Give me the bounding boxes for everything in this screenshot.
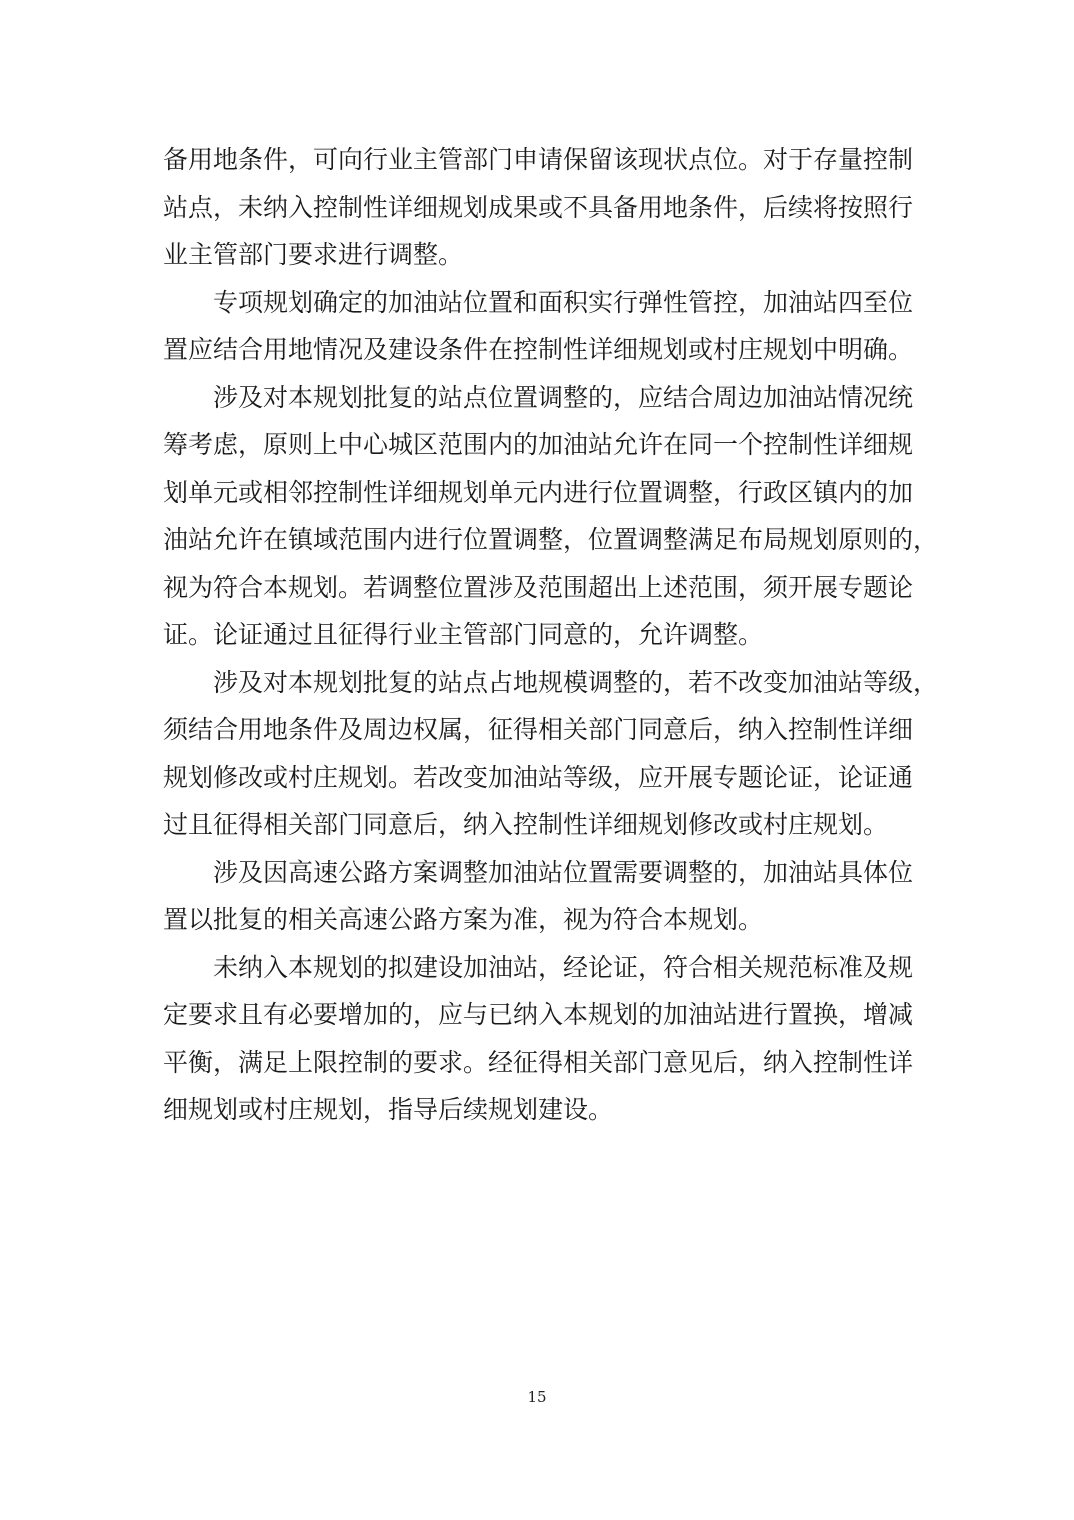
paragraph-line: 须结合用地条件及周边权属，征得相关部门同意后，纳入控制性详细: [163, 715, 914, 744]
body-text: [163, 136, 939, 1134]
paragraph-line: 备用地条件，可向行业主管部门申请保留该现状点位。对于存量控制: [163, 145, 914, 174]
paragraph-line: 证。论证通过且征得行业主管部门同意的，允许调整。: [163, 620, 764, 649]
paragraph-line: 细规划或村庄规划，指导后续规划建设。: [163, 1095, 614, 1124]
paragraph-line: 划单元或相邻控制性详细规划单元内进行位置调整，行政区镇内的加: [163, 477, 914, 507]
paragraph-line: 定要求且有必要增加的，应与已纳入本规划的加油站进行置换，增减: [163, 1000, 914, 1029]
paragraph-2: [163, 279, 915, 374]
paragraph-line: 专项规划确定的加油站位置和面积实行弹性管控，加油站四至位: [213, 287, 914, 317]
paragraph-line: 规划修改或村庄规划。若改变加油站等级，应开展专题论证，论证通: [163, 762, 914, 792]
paragraph-1: [163, 136, 915, 279]
paragraph-line: 平衡，满足上限控制的要求。经征得相关部门意见后，纳入控制性详: [163, 1047, 914, 1077]
paragraph-line: 未纳入本规划的拟建设加油站，经论证，符合相关规范标准及规: [213, 952, 914, 982]
paragraph-line: 业主管部门要求进行调整。: [163, 240, 464, 269]
paragraph-line: 站点，未纳入控制性详细规划成果或不具备用地条件，后续将按照行: [163, 192, 914, 222]
paragraph-3: [163, 374, 939, 659]
paragraph-4: [163, 659, 939, 849]
paragraph-5: [163, 849, 915, 944]
paragraph-line: 过且征得相关部门同意后，纳入控制性详细规划修改或村庄规划。: [163, 810, 889, 839]
paragraph-line: 视为符合本规划。若调整位置涉及范围超出上述范围，须开展专题论: [163, 572, 914, 602]
paragraph-line: 置应结合用地情况及建设条件在控制性详细规划或村庄规划中明确。: [163, 335, 914, 364]
paragraph-line: 油站允许在镇域范围内进行位置调整，位置调整满足布局规划原则的，: [163, 525, 939, 554]
paragraph-line: 涉及因高速公路方案调整加油站位置需要调整的，加油站具体位: [213, 857, 914, 887]
paragraph-line: 涉及对本规划批复的站点位置调整的，应结合周边加油站情况统: [213, 382, 914, 412]
paragraph-line: 筹考虑，原则上中心城区范围内的加油站允许在同一个控制性详细规: [163, 430, 914, 459]
page-number: 15: [527, 1388, 547, 1406]
paragraph-line: 涉及对本规划批复的站点占地规模调整的，若不改变加油站等级，: [213, 667, 939, 697]
paragraph-6: [163, 944, 915, 1134]
paragraph-line: 置以批复的相关高速公路方案为准，视为符合本规划。: [163, 905, 764, 934]
